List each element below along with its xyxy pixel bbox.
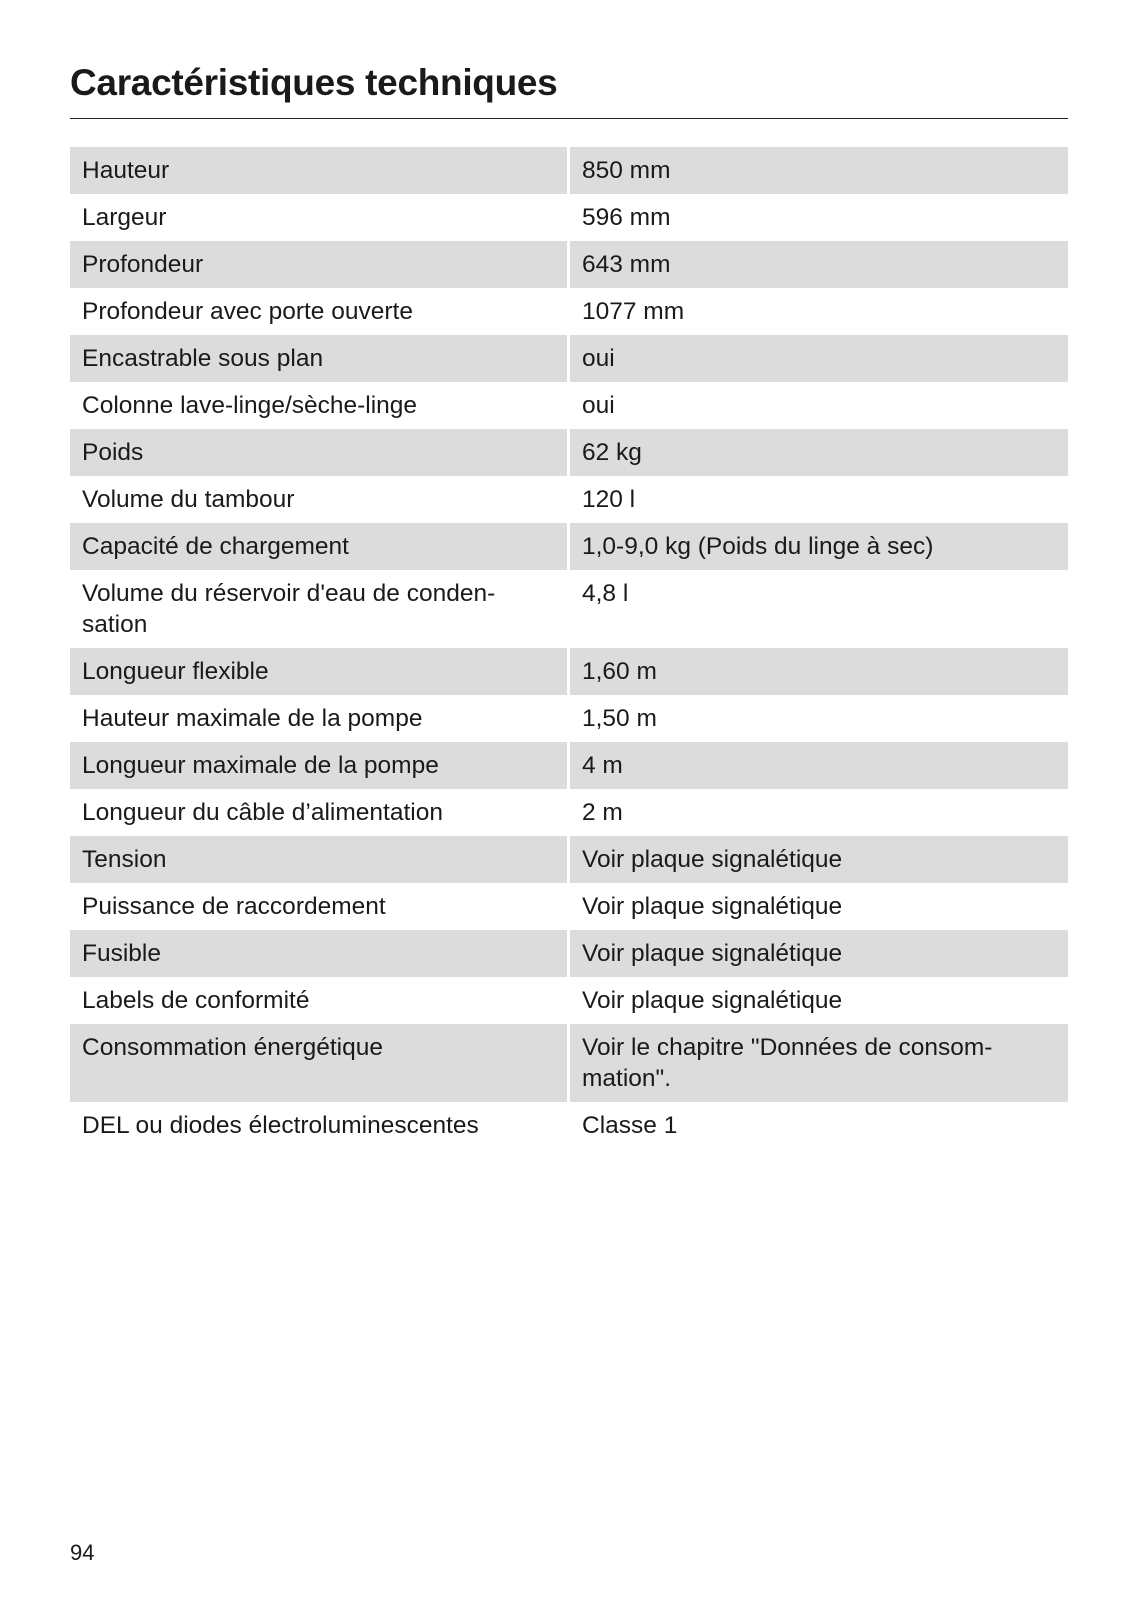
spec-row bbox=[70, 1102, 1068, 1149]
spec-value: 120 l bbox=[582, 486, 636, 513]
spec-label: Longueur flexible bbox=[70, 648, 567, 695]
spec-label: Hauteur bbox=[70, 147, 567, 194]
spec-row bbox=[70, 194, 1068, 241]
spec-row bbox=[70, 382, 1068, 429]
spec-value: oui bbox=[570, 335, 1068, 382]
spec-value: 4,8 l bbox=[582, 580, 629, 607]
spec-label: Profondeur avec porte ouverte bbox=[82, 298, 413, 325]
spec-label: Volume du réservoir d'eau de conden- sation bbox=[82, 580, 496, 638]
spec-row bbox=[70, 429, 1068, 476]
spec-label: Largeur bbox=[82, 204, 167, 231]
spec-row bbox=[70, 789, 1068, 836]
spec-value: 1077 mm bbox=[582, 298, 685, 325]
spec-value: 643 mm bbox=[570, 241, 1068, 288]
spec-value: 1,60 m bbox=[570, 648, 1068, 695]
spec-row bbox=[70, 648, 1068, 695]
spec-value: Voir plaque signalétique bbox=[570, 836, 1068, 883]
spec-row bbox=[70, 883, 1068, 930]
spec-value: 1,50 m bbox=[582, 705, 657, 732]
spec-row bbox=[70, 523, 1068, 570]
spec-row bbox=[70, 147, 1068, 194]
spec-row bbox=[70, 977, 1068, 1024]
spec-label: Hauteur maximale de la pompe bbox=[82, 705, 423, 732]
spec-value: oui bbox=[582, 392, 615, 419]
spec-value: Voir plaque signalétique bbox=[582, 987, 843, 1014]
spec-label: Puissance de raccordement bbox=[82, 893, 386, 920]
spec-value: 2 m bbox=[582, 799, 623, 826]
spec-value: 62 kg bbox=[570, 429, 1068, 476]
spec-value: Voir le chapitre "Données de consom- mation". bbox=[570, 1024, 1068, 1102]
spec-label: Tension bbox=[70, 836, 567, 883]
spec-value: 1,0-9,0 kg (Poids du linge à sec) bbox=[570, 523, 1068, 570]
spec-row bbox=[70, 476, 1068, 523]
spec-label: DEL ou diodes électroluminescentes bbox=[82, 1112, 479, 1139]
spec-label: Colonne lave-linge/sèche-linge bbox=[82, 392, 418, 419]
spec-value: Voir plaque signalétique bbox=[582, 893, 843, 920]
spec-label: Capacité de chargement bbox=[70, 523, 567, 570]
spec-row bbox=[70, 335, 1068, 382]
spec-row bbox=[70, 1024, 1068, 1102]
page-title: Caractéristiques techniques bbox=[70, 62, 558, 103]
spec-value: 850 mm bbox=[570, 147, 1068, 194]
spec-label: Volume du tambour bbox=[82, 486, 295, 513]
spec-row bbox=[70, 288, 1068, 335]
spec-row bbox=[70, 930, 1068, 977]
spec-label: Poids bbox=[70, 429, 567, 476]
spec-label: Longueur du câble d’alimentation bbox=[82, 799, 443, 826]
page-number: 94 bbox=[70, 1540, 95, 1565]
spec-label: Encastrable sous plan bbox=[70, 335, 567, 382]
spec-value: 4 m bbox=[570, 742, 1068, 789]
spec-row bbox=[70, 570, 1068, 648]
spec-table bbox=[70, 147, 1068, 1149]
spec-row bbox=[70, 742, 1068, 789]
spec-label: Longueur maximale de la pompe bbox=[70, 742, 567, 789]
title-divider bbox=[70, 118, 1068, 119]
spec-row bbox=[70, 695, 1068, 742]
spec-value: 596 mm bbox=[582, 204, 671, 231]
spec-value: Voir plaque signalétique bbox=[570, 930, 1068, 977]
spec-label: Consommation énergétique bbox=[70, 1024, 567, 1102]
spec-row bbox=[70, 241, 1068, 288]
spec-row bbox=[70, 836, 1068, 883]
spec-label: Labels de conformité bbox=[82, 987, 310, 1014]
spec-label: Profondeur bbox=[70, 241, 567, 288]
spec-value: Classe 1 bbox=[582, 1112, 678, 1139]
spec-label: Fusible bbox=[70, 930, 567, 977]
